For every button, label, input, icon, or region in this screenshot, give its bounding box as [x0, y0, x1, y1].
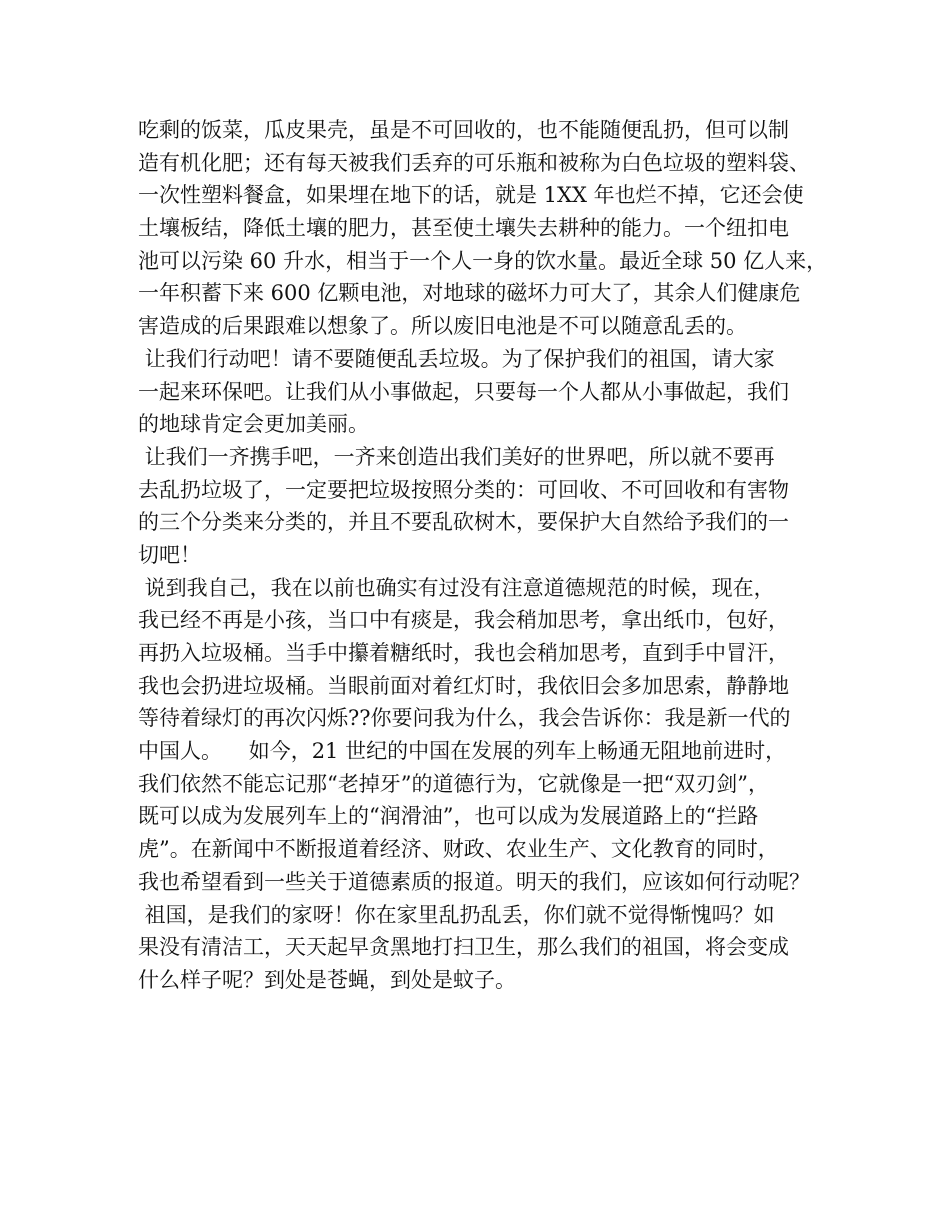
text-line: 的三个分类来分类的，并且不要乱砍树木，要保护大自然给予我们的一 — [138, 510, 789, 535]
text-line: 我们依然不能忘记那“老掉牙”的道德行为，它就像是一把“双刃剑”， — [138, 771, 769, 796]
text-line: 中国人。 如今，21 世纪的中国在发展的列车上畅通无阻地前进时， — [138, 739, 787, 764]
text-line: 造有机化肥；还有每天被我们丢弃的可乐瓶和被称为白色垃圾的塑料袋、 — [138, 150, 810, 175]
text-line: 我已经不再是小孩，当口中有痰是，我会稍加思考，拿出纸巾，包好， — [138, 608, 789, 633]
text-line: 祖国，是我们的家呀！你在家里乱扔乱丢，你们就不觉得惭愧吗？如 — [138, 902, 775, 927]
text-line: 吃剩的饭菜，瓜皮果壳，虽是不可回收的，也不能随便乱扔，但可以制 — [138, 118, 789, 142]
text-line: 一次性塑料餐盒，如果埋在地下的话，就是 1XX 年也烂不掉，它还会使 — [138, 183, 804, 208]
text-line: 再扔入垃圾桶。当手中攥着糖纸时，我也会稍加思考，直到手中冒汗， — [138, 641, 789, 665]
text-line: 害造成的后果跟难以想象了。所以废旧电池是不可以随意乱丢的。 — [138, 314, 747, 339]
text-line: 果没有清洁工，天天起早贪黑地打扫卫生，那么我们的祖国，将会变成 — [138, 935, 789, 960]
text-line: 让我们行动吧！请不要随便乱丢垃圾。为了保护我们的祖国，请大家 — [138, 346, 775, 371]
text-line: 让我们一齐携手吧，一齐来创造出我们美好的世界吧，所以就不要再 — [138, 444, 775, 469]
text-line: 虎”。在新闻中不断报道着经济、财政、农业生产、文化教育的同时， — [138, 837, 779, 862]
text-line: 去乱扔垃圾了，一定要把垃圾按照分类的：可回收、不可回收和有害物 — [138, 477, 789, 502]
text-line: 什么样子呢？到处是苍蝇，到处是蚊子。 — [138, 967, 516, 992]
text-line: 一年积蓄下来 600 亿颗电池，对地球的磁坏力可大了，其余人们健康危 — [138, 281, 801, 306]
text-line: 切吧！ — [138, 542, 201, 567]
text-line: 池可以污染 60 升水，相当于一个人一身的饮水量。最近全球 50 亿人来， — [138, 248, 828, 273]
text-line: 既可以成为发展列车上的“润滑油”，也可以成为发展道路上的“拦路 — [138, 804, 759, 829]
text-line: 一起来环保吧。让我们从小事做起，只要每一个人都从小事做起，我们 — [138, 379, 789, 404]
text-line: 我也希望看到一些关于道德素质的报道。明天的我们，应该如何行动呢？ — [138, 869, 810, 894]
text-line: 说到我自己，我在以前也确实有过没有注意道德规范的时候，现在， — [138, 575, 775, 600]
text-line: 的地球肯定会更加美丽。 — [138, 412, 369, 437]
text-line: 等待着绿灯的再次闪烁??你要问我为什么，我会告诉你：我是新一代的 — [138, 706, 791, 731]
text-line: 我也会扔进垃圾桶。当眼前面对着红灯时，我依旧会多加思索，静静地 — [138, 673, 789, 698]
document-body — [138, 114, 838, 997]
text-line: 土壤板结，降低土壤的肥力，甚至使土壤失去耕种的能力。一个纽扣电 — [138, 216, 789, 241]
